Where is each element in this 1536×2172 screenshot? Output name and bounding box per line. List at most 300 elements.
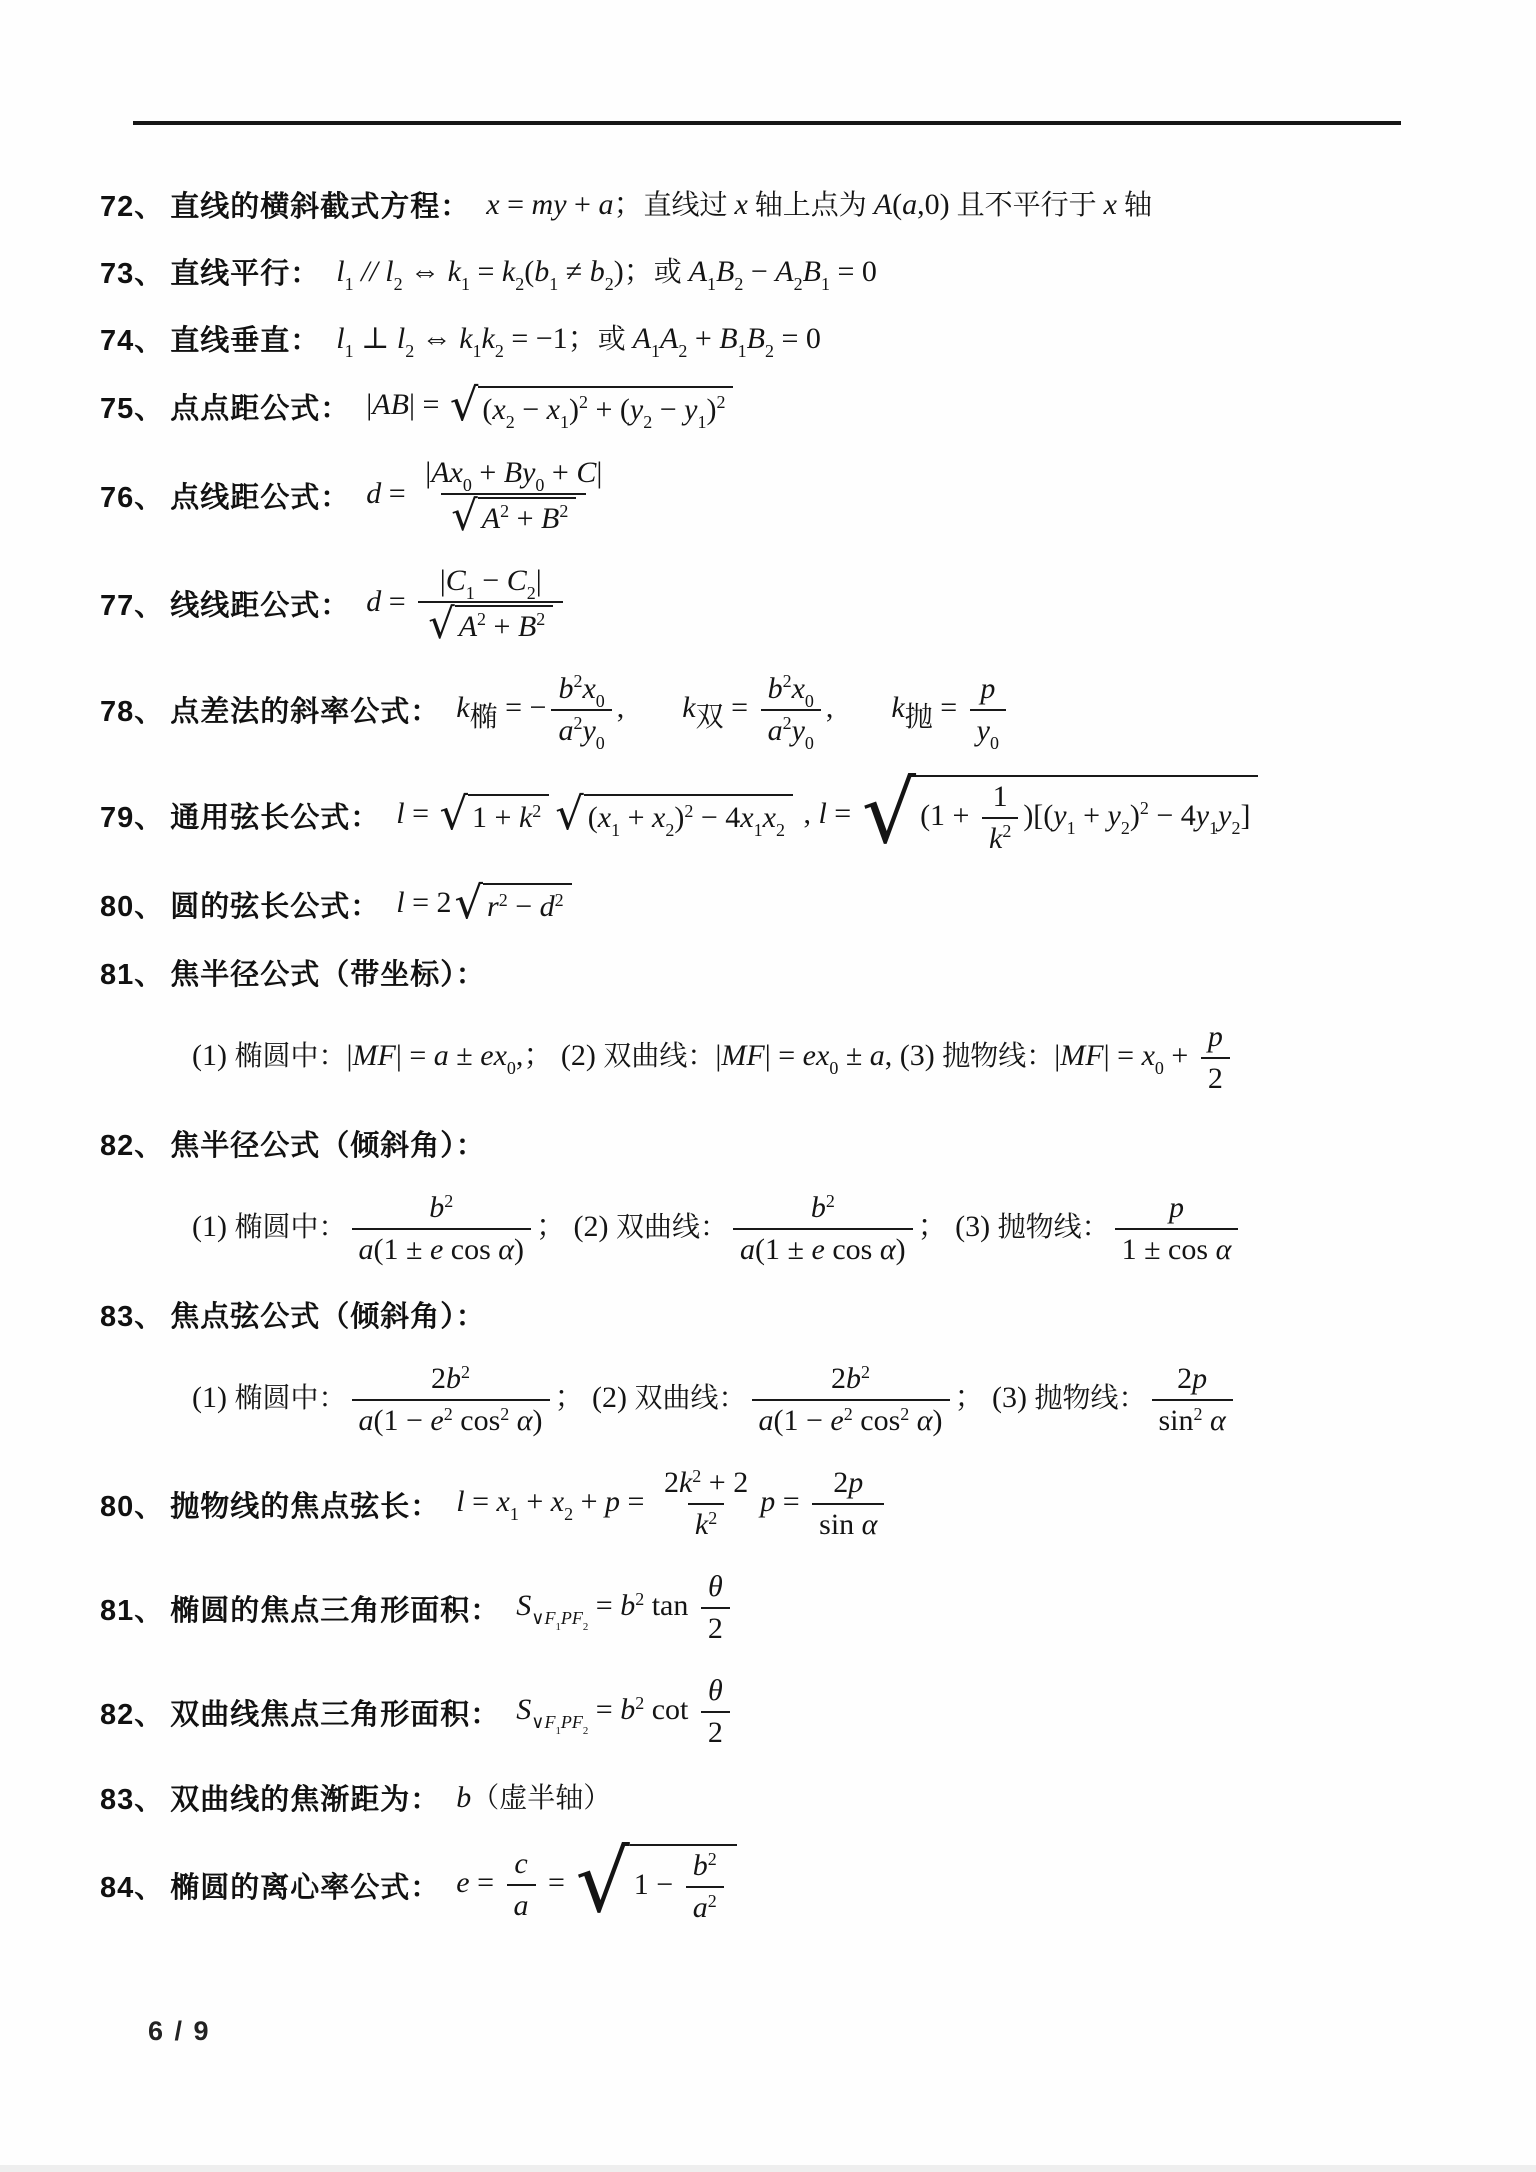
- math-text: 2: [861, 1361, 870, 1382]
- subscript: [805, 733, 814, 753]
- formula-item-4: [100, 455, 1496, 540]
- math-variable: y: [629, 392, 644, 426]
- math-text: ,； (2): [515, 1039, 604, 1073]
- superscript: [500, 1404, 509, 1424]
- math-cjk-text: 抛: [904, 701, 933, 733]
- math-text: 2: [573, 713, 583, 734]
- math-text: |: [596, 455, 603, 489]
- math-variable: l: [396, 321, 406, 355]
- math-text: 2: [431, 1362, 446, 1396]
- item-number: 84、: [100, 1871, 165, 1904]
- math-text: 2: [643, 411, 653, 432]
- math-text: |: [1054, 1039, 1061, 1073]
- math-variable: e: [429, 1233, 444, 1267]
- subscript: [611, 820, 620, 840]
- formula-item-2: [100, 318, 1496, 359]
- math-variable: e: [430, 1404, 444, 1438]
- superscript: [532, 801, 541, 821]
- math-text: |: [535, 563, 542, 597]
- math-variable: //: [353, 254, 378, 288]
- superscript: [573, 671, 582, 691]
- subscript: [506, 412, 515, 432]
- fraction-denominator: [970, 709, 1006, 753]
- math-text: =: [588, 1589, 621, 1623]
- subscript: [651, 341, 660, 361]
- math-text: )[(: [1023, 798, 1054, 832]
- fraction-numerator: [701, 1569, 730, 1607]
- math-variable: x: [492, 392, 506, 426]
- subscript: [776, 820, 785, 840]
- subscript: [560, 412, 569, 432]
- math-variable: a: [513, 1889, 529, 1923]
- item-number: 76、: [100, 482, 165, 515]
- math-text: cos: [452, 1404, 501, 1438]
- radicand: [630, 1844, 737, 1926]
- math-text: ): [568, 392, 579, 426]
- subscript: [461, 274, 470, 294]
- math-text: =: [469, 1866, 502, 1900]
- math-cjk-text: 或: [597, 323, 633, 355]
- math-text: 2: [461, 1361, 470, 1382]
- math-fraction: [657, 1465, 755, 1543]
- math-text: =: [381, 476, 414, 510]
- math-text: 2: [707, 1716, 723, 1750]
- radical-sign-icon: √: [575, 1833, 630, 1933]
- formula-item-0: [100, 184, 1496, 225]
- item-number: 79、: [100, 802, 165, 835]
- math-cjk-text: 双曲线：: [603, 1041, 716, 1073]
- math-variable: l: [396, 796, 405, 830]
- item-label: 双曲线的焦渐距为：: [170, 1784, 441, 1817]
- math-variable: c: [514, 1847, 528, 1881]
- math-variable: A: [775, 254, 794, 288]
- subscript: [394, 274, 403, 294]
- math-formula: [366, 563, 568, 648]
- item-label: 焦点弦公式（倾斜角）：: [170, 1301, 486, 1334]
- item-number: 81、: [100, 1594, 165, 1627]
- math-variable: b: [767, 671, 783, 705]
- math-text: ): [532, 1404, 543, 1438]
- math-text: 1 +: [472, 801, 519, 835]
- math-text: −: [652, 392, 685, 426]
- fraction-denominator: [441, 490, 586, 540]
- math-variable: θ: [707, 1674, 723, 1708]
- subscript: [531, 1608, 589, 1633]
- math-text: , (3): [884, 1039, 943, 1073]
- math-variable: l: [456, 1485, 465, 1519]
- math-variable: a: [358, 1404, 374, 1438]
- radicand: [455, 605, 554, 645]
- math-variable: y: [976, 713, 990, 747]
- math-cjk-text: 且不平行于: [949, 189, 1104, 221]
- math-text: ]: [1240, 798, 1251, 832]
- math-variable: a: [692, 1891, 708, 1925]
- math-text: 1: [472, 340, 482, 361]
- math-text: + 2: [701, 1466, 749, 1500]
- fraction-numerator: [433, 563, 549, 601]
- formula-item-7: [100, 763, 1496, 863]
- subscript: [805, 691, 814, 711]
- math-text: =: [464, 1485, 497, 1519]
- fraction-denominator: [1152, 1399, 1233, 1439]
- math-variable: B: [517, 609, 537, 643]
- radical-sign-icon: √: [454, 876, 484, 930]
- superscript: [692, 1466, 701, 1486]
- math-variable: F: [544, 1712, 556, 1733]
- math-variable: a: [869, 1039, 885, 1073]
- math-variable: x: [762, 801, 776, 835]
- math-text: 1: [611, 820, 621, 841]
- math-text: 2: [1139, 797, 1149, 818]
- subscript: [473, 341, 482, 361]
- item-number: 83、: [100, 1784, 165, 1817]
- subscript: [678, 341, 687, 361]
- math-text: ； (2): [554, 1381, 635, 1415]
- math-variable: PF: [560, 1712, 583, 1733]
- math-text: 2: [707, 1890, 717, 1911]
- math-variable: b: [534, 254, 550, 288]
- subscript: [463, 475, 472, 495]
- math-text: = −: [497, 690, 547, 724]
- fraction-denominator: [752, 1399, 950, 1439]
- math-text: ,: [616, 690, 625, 724]
- math-text: (1 −: [773, 1404, 831, 1438]
- math-cjk-text: 轴: [1116, 189, 1152, 221]
- item-label: 抛物线的焦点弦长：: [170, 1490, 441, 1523]
- formula-item-13: [100, 1294, 1496, 1335]
- math-text: =: [932, 690, 965, 724]
- math-formula: [396, 763, 1261, 863]
- subscript: [734, 274, 743, 294]
- math-text: − 4: [693, 801, 741, 835]
- math-text: ,: [825, 690, 834, 724]
- subscript: [821, 274, 830, 294]
- math-text: (: [587, 801, 598, 835]
- superscript: [708, 1508, 717, 1528]
- math-variable: C: [445, 563, 466, 597]
- subscript: [794, 274, 803, 294]
- math-square-root: [449, 378, 734, 432]
- radicand: [916, 775, 1258, 857]
- math-variable: p: [760, 1485, 776, 1519]
- math-fraction: [970, 671, 1006, 753]
- math-text: 2: [443, 1403, 453, 1424]
- math-fraction: [1201, 1019, 1230, 1097]
- math-text: =: [381, 584, 414, 618]
- math-text: 2: [692, 1465, 702, 1486]
- math-text: (1): [192, 1210, 235, 1244]
- subscript: [1155, 1058, 1164, 1078]
- math-text: (1 +: [920, 798, 977, 832]
- math-text: | =: [1103, 1039, 1142, 1073]
- subscript: [583, 1725, 588, 1737]
- math-cjk-text: 抛物线：: [1034, 1383, 1147, 1415]
- math-text: +: [471, 455, 504, 489]
- math-text: [1203, 1404, 1211, 1437]
- math-text: cot: [644, 1693, 696, 1727]
- item-number: 72、: [100, 191, 165, 223]
- math-text: ): [895, 1233, 906, 1267]
- math-formula: [516, 1569, 735, 1647]
- fraction-denominator: [551, 709, 611, 753]
- math-variable: a: [740, 1233, 756, 1267]
- math-square-root: [428, 598, 553, 648]
- superscript: [1140, 798, 1149, 818]
- superscript: [444, 1404, 453, 1424]
- radical-sign-icon: √: [449, 378, 479, 432]
- math-text: ； (3): [917, 1210, 998, 1244]
- math-text: 2: [494, 340, 504, 361]
- math-cjk-text: 椭圆中：: [234, 1212, 347, 1244]
- subscript: [527, 583, 536, 603]
- math-text: ): [706, 392, 717, 426]
- fraction-numerator: [686, 1848, 724, 1886]
- math-text: 2: [708, 1507, 718, 1528]
- formula-item-6: [100, 671, 1496, 753]
- math-text: 1: [344, 340, 354, 361]
- item-number: 80、: [100, 1490, 165, 1523]
- fraction-numerator: [551, 671, 611, 709]
- math-text: sin: [819, 1508, 862, 1542]
- math-text: cos: [824, 1233, 880, 1267]
- math-text: ⇔: [414, 321, 460, 355]
- item-number: 78、: [100, 696, 165, 729]
- math-cjk-text: 椭圆中：: [234, 1383, 347, 1415]
- math-cjk-text: 椭: [469, 701, 498, 733]
- math-variable: y: [1107, 798, 1121, 832]
- superscript: [536, 609, 545, 629]
- math-variable: x: [1141, 1039, 1155, 1073]
- math-variable: a: [558, 713, 574, 747]
- math-text: 2: [564, 1504, 574, 1525]
- superscript: [684, 801, 693, 821]
- superscript: [861, 1362, 870, 1382]
- math-text: +: [1075, 798, 1108, 832]
- math-fraction: [352, 1361, 550, 1439]
- math-variable: A: [632, 321, 652, 355]
- math-variable: x: [652, 801, 666, 835]
- math-text: = −1；: [503, 321, 598, 355]
- math-variable: A: [458, 609, 478, 643]
- math-text: 2: [707, 1848, 717, 1869]
- math-variable: a: [358, 1233, 374, 1267]
- math-text: −: [474, 563, 507, 597]
- math-text: 2: [1177, 1362, 1193, 1396]
- math-text: |: [366, 388, 373, 421]
- math-text: (1 ±: [755, 1233, 812, 1267]
- formula-item-8: [100, 876, 1496, 930]
- radical-sign-icon: √: [451, 490, 478, 540]
- math-text: [509, 1404, 517, 1437]
- item-label: 点差法的斜率公式：: [170, 696, 441, 729]
- math-variable: ex: [802, 1039, 830, 1073]
- math-text: ,: [795, 796, 819, 830]
- subscript: [738, 341, 747, 361]
- formula-item-12: [192, 1190, 1496, 1268]
- math-variable: F: [544, 1608, 556, 1629]
- math-variable: e: [811, 1233, 825, 1267]
- fraction-denominator: [352, 1399, 550, 1439]
- subscript: [596, 691, 605, 711]
- fraction-denominator: [982, 817, 1018, 857]
- item-label: 焦半径公式（带坐标）：: [170, 959, 486, 992]
- subscript: [345, 274, 354, 294]
- math-text: 1: [460, 273, 470, 294]
- math-text: 2: [684, 800, 694, 821]
- math-variable: b: [558, 671, 574, 705]
- math-formula: [192, 1019, 1235, 1097]
- math-text: 2: [831, 1362, 846, 1396]
- math-variable: MF: [1060, 1039, 1104, 1073]
- math-variable: r: [487, 890, 499, 924]
- math-text: +: [1163, 1039, 1196, 1073]
- math-square-root: [439, 787, 550, 841]
- math-variable: B: [541, 501, 560, 535]
- superscript: [716, 392, 725, 412]
- math-text: 0: [462, 474, 472, 495]
- subscript: [990, 733, 999, 753]
- fraction-numerator: [826, 1465, 870, 1503]
- superscript: [579, 392, 588, 412]
- math-fraction: [507, 1846, 536, 1924]
- math-fraction: [752, 1361, 950, 1439]
- math-text: (: [892, 187, 903, 221]
- item-label: 通用弦长公式：: [170, 802, 381, 835]
- math-text: =: [469, 254, 502, 288]
- item-label: 直线的横斜截式方程：: [170, 191, 471, 223]
- math-text: 2: [573, 671, 583, 692]
- math-variable: p: [1168, 1191, 1184, 1225]
- fraction-denominator: [733, 1228, 913, 1268]
- item-label: 点点距公式：: [170, 393, 351, 426]
- math-text: +: [573, 1485, 606, 1519]
- math-variable: Ax: [431, 455, 463, 489]
- math-variable: p: [980, 671, 996, 705]
- superscript: [461, 1362, 470, 1382]
- math-variable: α: [516, 1404, 533, 1438]
- superscript: [1002, 821, 1011, 841]
- math-text: 0: [595, 690, 605, 711]
- math-text: ∨: [531, 1608, 545, 1629]
- math-variable: y: [1195, 798, 1210, 832]
- math-text: +: [518, 1485, 551, 1519]
- math-text: 2: [775, 820, 785, 841]
- subscript: [466, 583, 475, 603]
- math-text: −: [514, 392, 547, 426]
- math-formula: [366, 455, 614, 540]
- fraction-numerator: [507, 1846, 534, 1884]
- formula-item-14: [192, 1361, 1496, 1439]
- math-text: ≠: [558, 254, 590, 288]
- subscript: [510, 1504, 519, 1524]
- formula-item-15: [100, 1465, 1496, 1543]
- math-text: 2: [665, 820, 675, 841]
- subscript: [605, 274, 614, 294]
- math-variable: l: [818, 796, 827, 830]
- math-formula: [366, 378, 736, 432]
- fraction-denominator: [701, 1711, 730, 1751]
- formula-list: [100, 184, 1496, 1952]
- math-text: 1: [707, 273, 717, 294]
- math-cjk-text: 轴上点为: [747, 189, 874, 221]
- math-formula: [456, 1778, 611, 1817]
- math-text: 2: [1002, 821, 1012, 842]
- math-variable: e: [456, 1866, 470, 1900]
- subscript: [695, 701, 724, 733]
- formula-item-16: [100, 1569, 1496, 1647]
- math-fraction: [1115, 1190, 1239, 1268]
- formula-item-9: [100, 952, 1496, 993]
- math-text: 2: [764, 340, 774, 361]
- math-text: 1: [344, 273, 354, 294]
- math-variable: α: [916, 1404, 933, 1438]
- math-variable: my: [531, 187, 567, 221]
- math-variable: S: [516, 1693, 532, 1727]
- math-variable: α: [879, 1233, 896, 1267]
- math-variable: b: [810, 1191, 826, 1225]
- math-text: ∨: [531, 1712, 545, 1733]
- math-variable: l: [377, 254, 394, 288]
- math-variable: p: [1192, 1362, 1208, 1396]
- math-square-root: [454, 876, 572, 930]
- math-text: (: [524, 254, 535, 288]
- math-variable: AB: [372, 388, 409, 421]
- fraction-denominator: [418, 598, 563, 648]
- item-number: 74、: [100, 325, 165, 357]
- fraction-numerator: [973, 671, 1002, 709]
- subscript: [1209, 818, 1218, 838]
- superscript: [573, 713, 582, 733]
- subscript: [535, 475, 544, 495]
- math-text: cos: [443, 1233, 499, 1267]
- math-variable: x: [496, 1485, 510, 1519]
- subscript: [697, 412, 706, 432]
- subscript: [549, 274, 558, 294]
- math-text: 2: [500, 1403, 510, 1424]
- fraction-numerator: [761, 671, 821, 709]
- math-text: +: [486, 609, 518, 643]
- math-text: (: [482, 392, 493, 426]
- math-text: [909, 1404, 917, 1437]
- math-text: 1 −: [633, 1868, 681, 1902]
- math-text: 2: [843, 1403, 853, 1424]
- math-variable: x: [597, 801, 612, 835]
- subscript: [904, 701, 933, 733]
- math-text: 0: [804, 690, 814, 711]
- math-text: 2: [1193, 1403, 1203, 1424]
- math-text: =: [588, 1693, 621, 1727]
- math-text: 2: [782, 713, 792, 734]
- math-text: (1): [192, 1381, 235, 1415]
- math-text: (1): [192, 1039, 235, 1073]
- math-variable: α: [861, 1508, 878, 1542]
- math-variable: l: [336, 321, 345, 355]
- subscript: [564, 1504, 573, 1524]
- math-text: 2: [500, 500, 510, 521]
- math-variable: x: [550, 1485, 565, 1519]
- math-variable: y: [1218, 798, 1232, 832]
- subscript: [1231, 818, 1240, 838]
- math-variable: b: [456, 1781, 472, 1815]
- math-variable: k: [988, 821, 1003, 855]
- math-text: 0: [506, 1058, 516, 1079]
- fraction-numerator: [1162, 1190, 1191, 1228]
- math-text: ): [932, 1404, 943, 1438]
- fraction-denominator: [812, 1503, 884, 1543]
- math-fraction: [551, 671, 611, 753]
- subscript: [1121, 818, 1130, 838]
- math-text: 2: [734, 273, 744, 294]
